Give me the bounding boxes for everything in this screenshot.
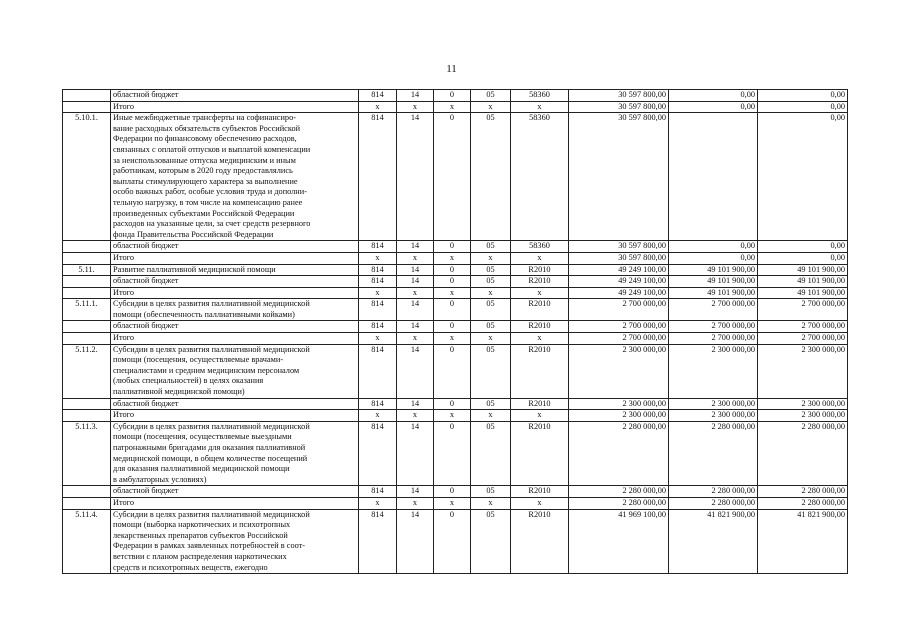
amount-cell-year3: 2 700 000,00 [758,299,848,321]
row-number-cell: 5.11.4. [63,509,111,574]
description-line: Итого [113,410,135,420]
amount-cell-year1: 41 969 100,00 [569,509,669,574]
code-cell-section: х [397,101,434,113]
row-number-cell [63,321,111,333]
code-cell-subsection: 0 [434,299,471,321]
code-cell-section: 14 [397,421,434,486]
amount-cell-year3: 2 700 000,00 [758,321,848,333]
description-line: помощи (посещения, осуществляемые выездными [113,432,292,442]
amount-cell-year2: 2 300 000,00 [669,410,758,422]
code-cell-program: 05 [471,264,511,276]
page-number: 11 [446,63,457,75]
code-cell-program: х [471,333,511,345]
amount-cell-year3: 0,00 [758,241,848,253]
code-cell-program: 05 [471,113,511,241]
description-line: областной бюджет [113,486,179,496]
code-cell-target: R2010 [511,321,569,333]
description-line: связанных с оплатой отпусков и выплатой компенсации [113,144,311,154]
description-line: расходов на указанные цели, за счет средств резервного [113,219,311,229]
amount-cell-year2: 2 300 000,00 [669,344,758,398]
code-cell-subsection: 0 [434,421,471,486]
row-number-cell [63,486,111,498]
row-number-cell [63,90,111,102]
code-cell-target: R2010 [511,509,569,574]
code-cell-subsection: 0 [434,509,471,574]
description-line: областной бюджет [113,241,179,251]
code-cell-program: х [471,101,511,113]
amount-cell-year2: 2 700 000,00 [669,299,758,321]
code-cell-ministry: х [359,252,397,264]
amount-cell-year2: 0,00 [669,252,758,264]
amount-cell-year3: 41 821 900,00 [758,509,848,574]
amount-cell-year1: 2 300 000,00 [569,344,669,398]
description-line: Итого [113,497,135,507]
budget-table [62,89,848,574]
description-cell [111,101,359,113]
row-number-cell: 5.11.3. [63,421,111,486]
code-cell-ministry: 814 [359,321,397,333]
amount-cell-year3: 49 101 900,00 [758,276,848,288]
row-number-cell [63,241,111,253]
code-cell-target: х [511,497,569,509]
amount-cell-year2: 49 101 900,00 [669,287,758,299]
description-line: медицинской помощи, в общем количестве посещений [113,453,308,463]
description-line: особо важных работ, особые условия труда и дополни- [113,187,307,197]
code-cell-target: R2010 [511,344,569,398]
amount-cell-year3: 2 300 000,00 [758,344,848,398]
amount-cell-year2: 2 280 000,00 [669,486,758,498]
table-row [63,509,848,574]
code-cell-section: х [397,410,434,422]
code-cell-section: 14 [397,321,434,333]
code-cell-target: х [511,101,569,113]
code-cell-section: 14 [397,241,434,253]
code-cell-ministry: 814 [359,486,397,498]
table-row [63,264,848,276]
description-line: областной бюджет [113,321,179,331]
description-line: лекарственных препаратов субъектов Российской [113,530,288,540]
code-cell-ministry: 814 [359,344,397,398]
description-line: за неиспользованные отпуска медицинским и иным [113,155,296,165]
amount-cell-year2: 2 700 000,00 [669,321,758,333]
table-row [63,497,848,509]
table-row [63,333,848,345]
code-cell-subsection: х [434,333,471,345]
amount-cell-year2 [669,113,758,241]
code-cell-target: R2010 [511,299,569,321]
row-number-cell: 5.11.2. [63,344,111,398]
row-number-cell: 5.11.1. [63,299,111,321]
description-line: Итого [113,333,135,343]
table-row [63,113,848,241]
amount-cell-year2: 0,00 [669,90,758,102]
amount-cell-year1: 2 700 000,00 [569,333,669,345]
description-line: (любых специальностей) в целях оказания [113,376,264,386]
code-cell-subsection: 0 [434,398,471,410]
amount-cell-year3: 2 280 000,00 [758,497,848,509]
code-cell-program: 05 [471,344,511,398]
code-cell-program: 05 [471,299,511,321]
code-cell-program: 05 [471,241,511,253]
code-cell-section: 14 [397,264,434,276]
description-line: Федерации в рамках заявленных потребностей в соот- [113,541,306,551]
amount-cell-year3: 0,00 [758,101,848,113]
amount-cell-year2: 2 300 000,00 [669,398,758,410]
amount-cell-year1: 30 597 800,00 [569,252,669,264]
amount-cell-year3: 49 101 900,00 [758,264,848,276]
description-line: фонда Правительства Российской Федерации [113,229,274,239]
amount-cell-year3: 2 700 000,00 [758,333,848,345]
code-cell-target: х [511,287,569,299]
description-line: областной бюджет [113,276,179,286]
amount-cell-year3: 2 300 000,00 [758,398,848,410]
amount-cell-year3: 0,00 [758,113,848,241]
code-cell-subsection: х [434,287,471,299]
code-cell-program: 05 [471,90,511,102]
code-cell-target: 58360 [511,113,569,241]
code-cell-program: 05 [471,276,511,288]
code-cell-program: 05 [471,509,511,574]
table-row [63,276,848,288]
description-cell [111,299,359,321]
description-line: работникам, которым в 2020 году предоставлялись [113,166,293,176]
code-cell-target: х [511,252,569,264]
amount-cell-year3: 2 280 000,00 [758,421,848,486]
amount-cell-year2: 2 280 000,00 [669,497,758,509]
amount-cell-year2: 49 101 900,00 [669,276,758,288]
description-line: вание расходных обязательств субъектов Российской [113,123,301,133]
code-cell-program: х [471,497,511,509]
code-cell-subsection: 0 [434,276,471,288]
table-row [63,321,848,333]
description-line: Субсидии в целях развития паллиативной медицинской [113,509,310,519]
description-line: помощи (посещения, осуществляемые врачами- [113,355,284,365]
code-cell-ministry: 814 [359,509,397,574]
row-number-cell [63,276,111,288]
description-cell [111,344,359,398]
description-line: тельную нагрузку, в том числе на компенсацию ранее [113,197,303,207]
code-cell-target: 58360 [511,90,569,102]
description-line: областной бюджет [113,90,179,99]
code-cell-program: 05 [471,398,511,410]
amount-cell-year1: 30 597 800,00 [569,90,669,102]
code-cell-subsection: 0 [434,321,471,333]
code-cell-ministry: 814 [359,264,397,276]
code-cell-ministry: х [359,287,397,299]
table-row [63,344,848,398]
row-number-cell: 5.10.1. [63,113,111,241]
code-cell-subsection: 0 [434,486,471,498]
code-cell-program: х [471,287,511,299]
description-line: Субсидии в целях развития паллиативной медицинской [113,344,310,354]
description-line: произведенных субъектами Российской Федерации [113,208,295,218]
code-cell-ministry: 814 [359,113,397,241]
description-line: Субсидии в целях развития паллиативной медицинской [113,421,310,431]
description-cell [111,421,359,486]
code-cell-section: 14 [397,486,434,498]
description-cell [111,241,359,253]
code-cell-section: 14 [397,113,434,241]
description-line: паллиативной медицинской помощи) [113,387,245,397]
code-cell-target: R2010 [511,276,569,288]
row-number-cell [63,101,111,113]
amount-cell-year1: 30 597 800,00 [569,101,669,113]
description-line: Федерации по финансовому обеспечению расходов, [113,134,297,144]
description-line: Развитие паллиативной медицинской помощи [113,264,276,274]
amount-cell-year2: 0,00 [669,241,758,253]
code-cell-section: 14 [397,509,434,574]
description-line: Итого [113,287,135,297]
code-cell-target: 58360 [511,241,569,253]
description-cell [111,398,359,410]
table-row [63,287,848,299]
amount-cell-year1: 2 700 000,00 [569,299,669,321]
table-row [63,252,848,264]
description-cell [111,333,359,345]
code-cell-ministry: х [359,410,397,422]
amount-cell-year1: 2 300 000,00 [569,398,669,410]
code-cell-ministry: х [359,497,397,509]
amount-cell-year3: 0,00 [758,90,848,102]
description-line: специалистами и средним медицинским персоналом [113,365,300,375]
code-cell-ministry: х [359,101,397,113]
amount-cell-year3: 49 101 900,00 [758,287,848,299]
code-cell-ministry: 814 [359,276,397,288]
code-cell-ministry: 814 [359,241,397,253]
code-cell-program: 05 [471,486,511,498]
row-number-cell [63,497,111,509]
code-cell-target: R2010 [511,398,569,410]
table-row [63,299,848,321]
description-line: выплаты стимулирующего характера за выполнение [113,176,298,186]
code-cell-section: 14 [397,398,434,410]
code-cell-subsection: 0 [434,344,471,398]
code-cell-subsection: 0 [434,113,471,241]
code-cell-section: х [397,252,434,264]
table-row [63,421,848,486]
code-cell-section: х [397,497,434,509]
description-cell [111,90,359,102]
amount-cell-year3: 0,00 [758,252,848,264]
code-cell-target: R2010 [511,486,569,498]
description-cell [111,264,359,276]
amount-cell-year2: 2 280 000,00 [669,421,758,486]
amount-cell-year2: 0,00 [669,101,758,113]
code-cell-target: х [511,410,569,422]
description-cell [111,497,359,509]
code-cell-subsection: х [434,252,471,264]
table-row [63,398,848,410]
description-line: для оказания паллиативной медицинской помощи [113,464,290,474]
description-line: ветствии с планом распределения наркотических [113,551,287,561]
amount-cell-year1: 30 597 800,00 [569,241,669,253]
amount-cell-year1: 2 700 000,00 [569,321,669,333]
amount-cell-year3: 2 280 000,00 [758,486,848,498]
code-cell-target: R2010 [511,264,569,276]
code-cell-subsection: х [434,497,471,509]
code-cell-subsection: 0 [434,241,471,253]
description-line: помощи (выборка наркотических и психотропных [113,520,291,530]
description-cell [111,287,359,299]
description-line: помощи (обеспеченность паллиативными койками) [113,309,295,319]
row-number-cell [63,410,111,422]
row-number-cell [63,287,111,299]
description-line: Иные межбюджетные трансферты на софинансиро- [113,113,296,123]
code-cell-program: х [471,410,511,422]
code-cell-ministry: 814 [359,398,397,410]
row-number-cell: 5.11. [63,264,111,276]
code-cell-section: 14 [397,276,434,288]
description-cell [111,276,359,288]
description-cell [111,410,359,422]
amount-cell-year1: 2 280 000,00 [569,497,669,509]
description-line: областной бюджет [113,398,179,408]
code-cell-ministry: 814 [359,421,397,486]
amount-cell-year1: 49 249 100,00 [569,276,669,288]
description-line: в амбулаторных условиях) [113,474,207,484]
amount-cell-year1: 2 280 000,00 [569,421,669,486]
description-line: средств и психотропных веществ, ежегодно [113,562,268,572]
code-cell-ministry: х [359,333,397,345]
table-row [63,101,848,113]
description-cell [111,486,359,498]
description-line: патронажными бригадами для оказания паллиативной [113,443,306,452]
code-cell-target: х [511,333,569,345]
description-cell [111,113,359,241]
code-cell-subsection: х [434,410,471,422]
amount-cell-year1: 49 249 100,00 [569,264,669,276]
amount-cell-year1: 2 280 000,00 [569,486,669,498]
amount-cell-year3: 2 300 000,00 [758,410,848,422]
description-cell [111,509,359,574]
code-cell-ministry: 814 [359,299,397,321]
code-cell-subsection: 0 [434,264,471,276]
code-cell-ministry: 814 [359,90,397,102]
amount-cell-year2: 41 821 900,00 [669,509,758,574]
code-cell-target: R2010 [511,421,569,486]
table-row [63,410,848,422]
row-number-cell [63,252,111,264]
code-cell-section: х [397,287,434,299]
code-cell-subsection: х [434,101,471,113]
description-line: Итого [113,252,135,262]
amount-cell-year1: 30 597 800,00 [569,113,669,241]
table-row [63,486,848,498]
code-cell-program: 05 [471,321,511,333]
amount-cell-year2: 2 700 000,00 [669,333,758,345]
code-cell-section: 14 [397,90,434,102]
amount-cell-year2: 49 101 900,00 [669,264,758,276]
code-cell-section: 14 [397,344,434,398]
budget-table-body [63,90,848,574]
description-cell [111,321,359,333]
description-line: Субсидии в целях развития паллиативной медицинской [113,299,310,309]
table-row [63,241,848,253]
code-cell-program: х [471,252,511,264]
description-cell [111,252,359,264]
description-line: Итого [113,101,135,111]
code-cell-subsection: 0 [434,90,471,102]
amount-cell-year1: 2 300 000,00 [569,410,669,422]
row-number-cell [63,398,111,410]
code-cell-section: 14 [397,299,434,321]
row-number-cell [63,333,111,345]
code-cell-section: х [397,333,434,345]
code-cell-program: 05 [471,421,511,486]
amount-cell-year1: 49 249 100,00 [569,287,669,299]
table-row [63,90,848,102]
